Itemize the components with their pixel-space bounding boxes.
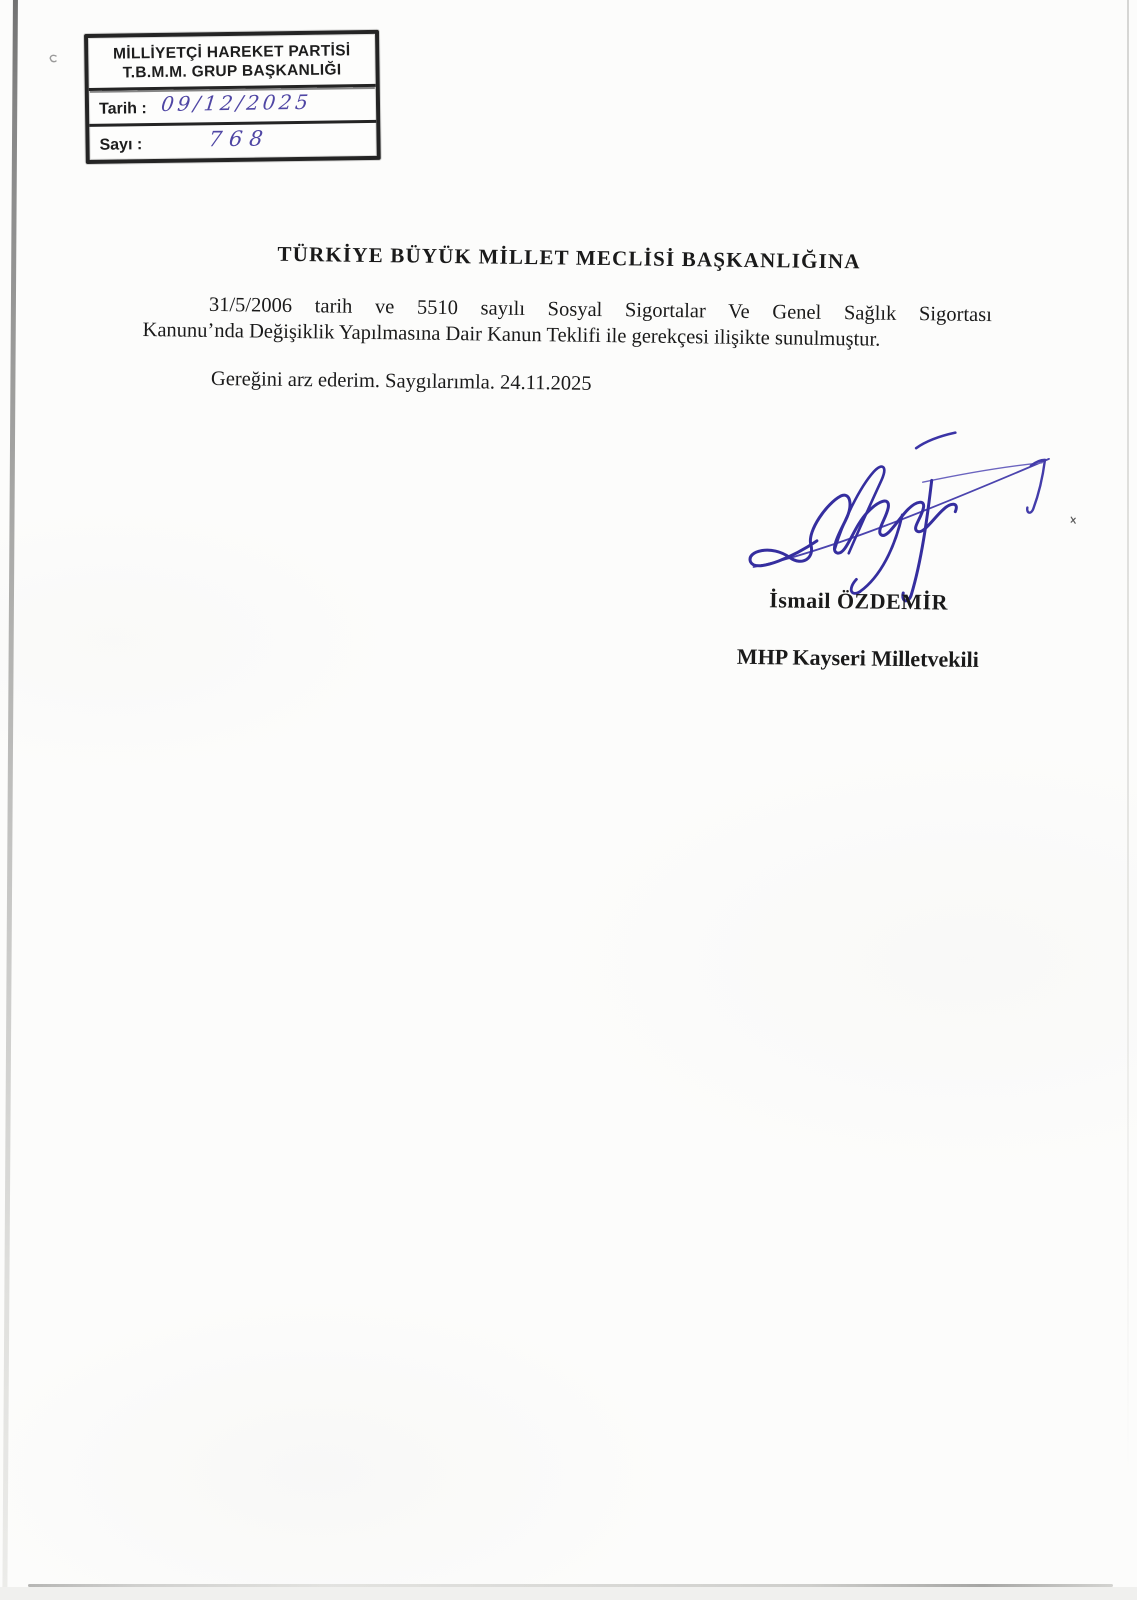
stamp-date-label: Tarih : xyxy=(98,100,147,118)
body-paragraph-line-1: 31/5/2006 tarih ve 5510 sayılı Sosyal Sigortalar Ve Genel Sağlık Sigortası xyxy=(208,293,993,327)
signer-title: MHP Kayseri Milletvekili xyxy=(736,643,979,672)
stamp-number-value-handwritten: 768 xyxy=(207,126,272,152)
closing-line: Gereğini arz ederim. Saygılarımla. 24.11.2025 xyxy=(210,367,592,395)
handwritten-signature xyxy=(726,403,1099,618)
stamp-org-line2: T.B.M.M. GRUP BAŞKANLIĞI xyxy=(122,61,342,82)
stamp-org-line1: MİLLİYETÇİ HAREKET PARTİSİ xyxy=(112,42,351,63)
signer-name: İsmail ÖZDEMİR xyxy=(769,587,949,615)
stamp-date-value-handwritten: 09/12/2025 xyxy=(160,89,313,116)
recipient-title: TÜRKİYE BÜYÜK MİLLET MECLİSİ BAŞKANLIĞINA xyxy=(277,241,861,274)
stamp-number-label: Sayı : xyxy=(99,136,143,154)
body-paragraph-line-2: Kanunu’nda Değişiklik Yapılmasına Dair Kanun Teklifi ile gerekçesi ilişikte sunulmuştur. xyxy=(142,318,881,351)
